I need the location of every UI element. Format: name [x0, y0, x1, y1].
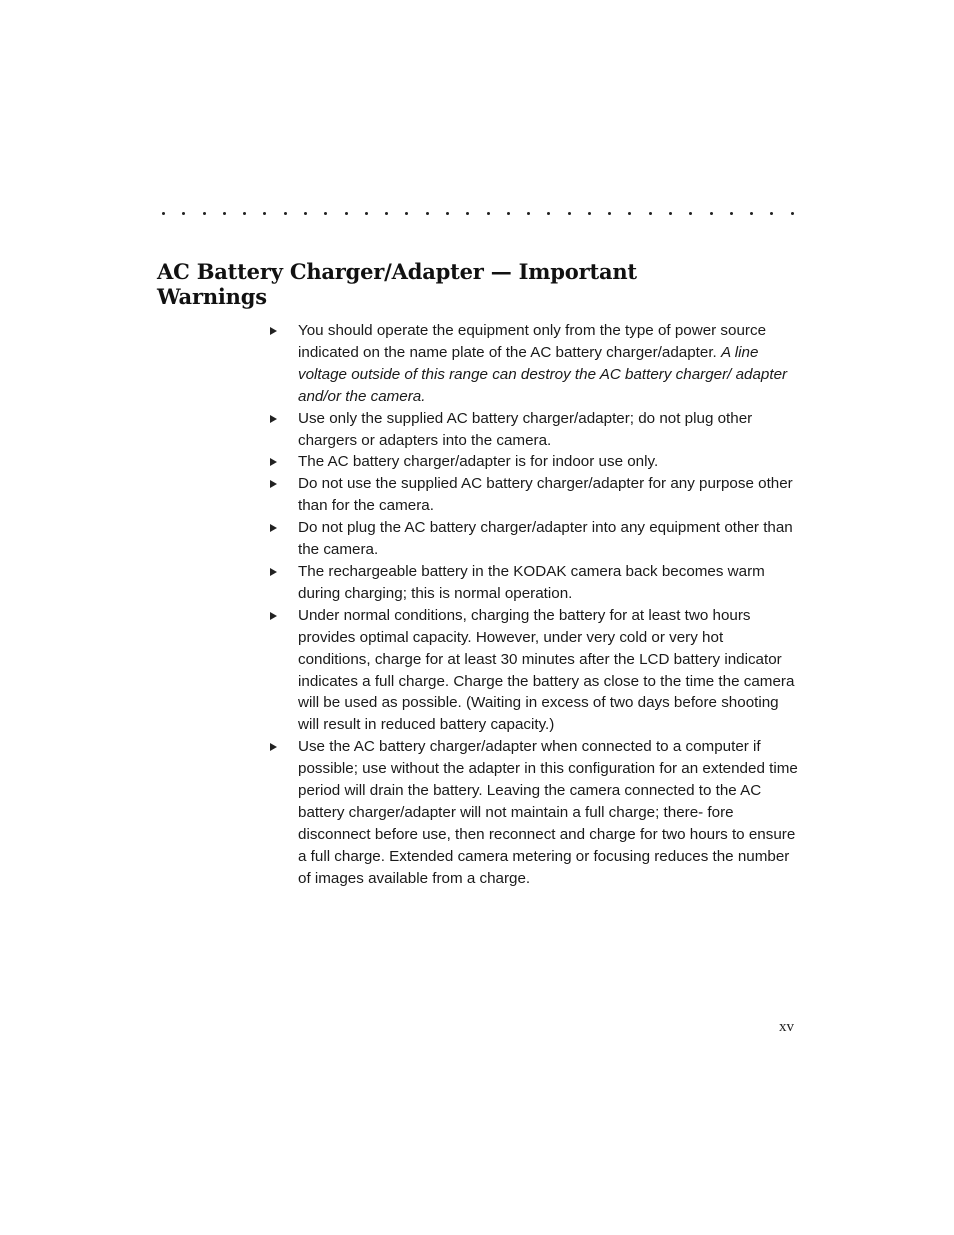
- list-item: [268, 320, 798, 408]
- triangle-bullet-icon: [270, 568, 277, 576]
- list-item: [268, 561, 798, 605]
- triangle-bullet-icon: [270, 743, 277, 751]
- section-title: AC Battery Charger/Adapter — Important Warnings: [157, 259, 637, 309]
- triangle-bullet-icon: [270, 612, 277, 620]
- triangle-bullet-icon: [270, 327, 277, 335]
- list-item: [268, 473, 798, 517]
- list-item: [268, 736, 798, 889]
- list-item: [268, 605, 798, 736]
- triangle-bullet-icon: [270, 415, 277, 423]
- list-item-text: Do not plug the AC battery charger/adapter into any equipment other than the camera.: [298, 519, 793, 559]
- list-item-emphasis: A line voltage outside of this range can destroy the AC battery charger/ adapter and/or the camera.: [298, 343, 788, 405]
- list-item-text: Use the AC battery charger/adapter when connected to a computer if possible; use without the adapter in this configuration for an extended time period will drain the battery. Leaving the camera connected to the AC battery charger/adapter will not maintain a full charge; there- fore disconnect before use, then reconnect and charge for two hours to ensure a full charge. Extended camera metering or focusing reduces the number of images available from a charge.: [298, 738, 798, 887]
- list-item-text: The rechargeable battery in the KODAK camera back becomes warm during charging; this is normal operation.: [298, 562, 765, 602]
- list-item-text: The AC battery charger/adapter is for indoor use only.: [298, 453, 659, 471]
- dotted-separator: [162, 200, 794, 215]
- page-number: xv: [779, 1019, 794, 1035]
- list-item-text: You should operate the equipment only from the type of power source indicated on the name plate of the AC battery charger/adapter.: [298, 322, 767, 361]
- list-item: [268, 451, 798, 473]
- triangle-bullet-icon: [270, 480, 277, 488]
- triangle-bullet-icon: [270, 458, 277, 466]
- list-item-text: Do not use the supplied AC battery charger/adapter for any purpose other than for the camera.: [298, 475, 793, 515]
- list-item: [268, 408, 798, 452]
- list-item: [268, 517, 798, 561]
- list-item-text: Under normal conditions, charging the battery for at least two hours provides optimal capacity. However, under very cold or very hot conditions, charge for at least 30 minutes after the LCD battery indicator indicates a full charge. Charge the battery as close to the time the camera will be used as possible. (Waiting in excess of two days before shooting will result in reduced battery capacity.): [298, 606, 795, 734]
- triangle-bullet-icon: [270, 524, 277, 532]
- warnings-list: [268, 320, 798, 890]
- list-item-text: Use only the supplied AC battery charger/adapter; do not plug other chargers or adapters into the camera.: [298, 409, 753, 449]
